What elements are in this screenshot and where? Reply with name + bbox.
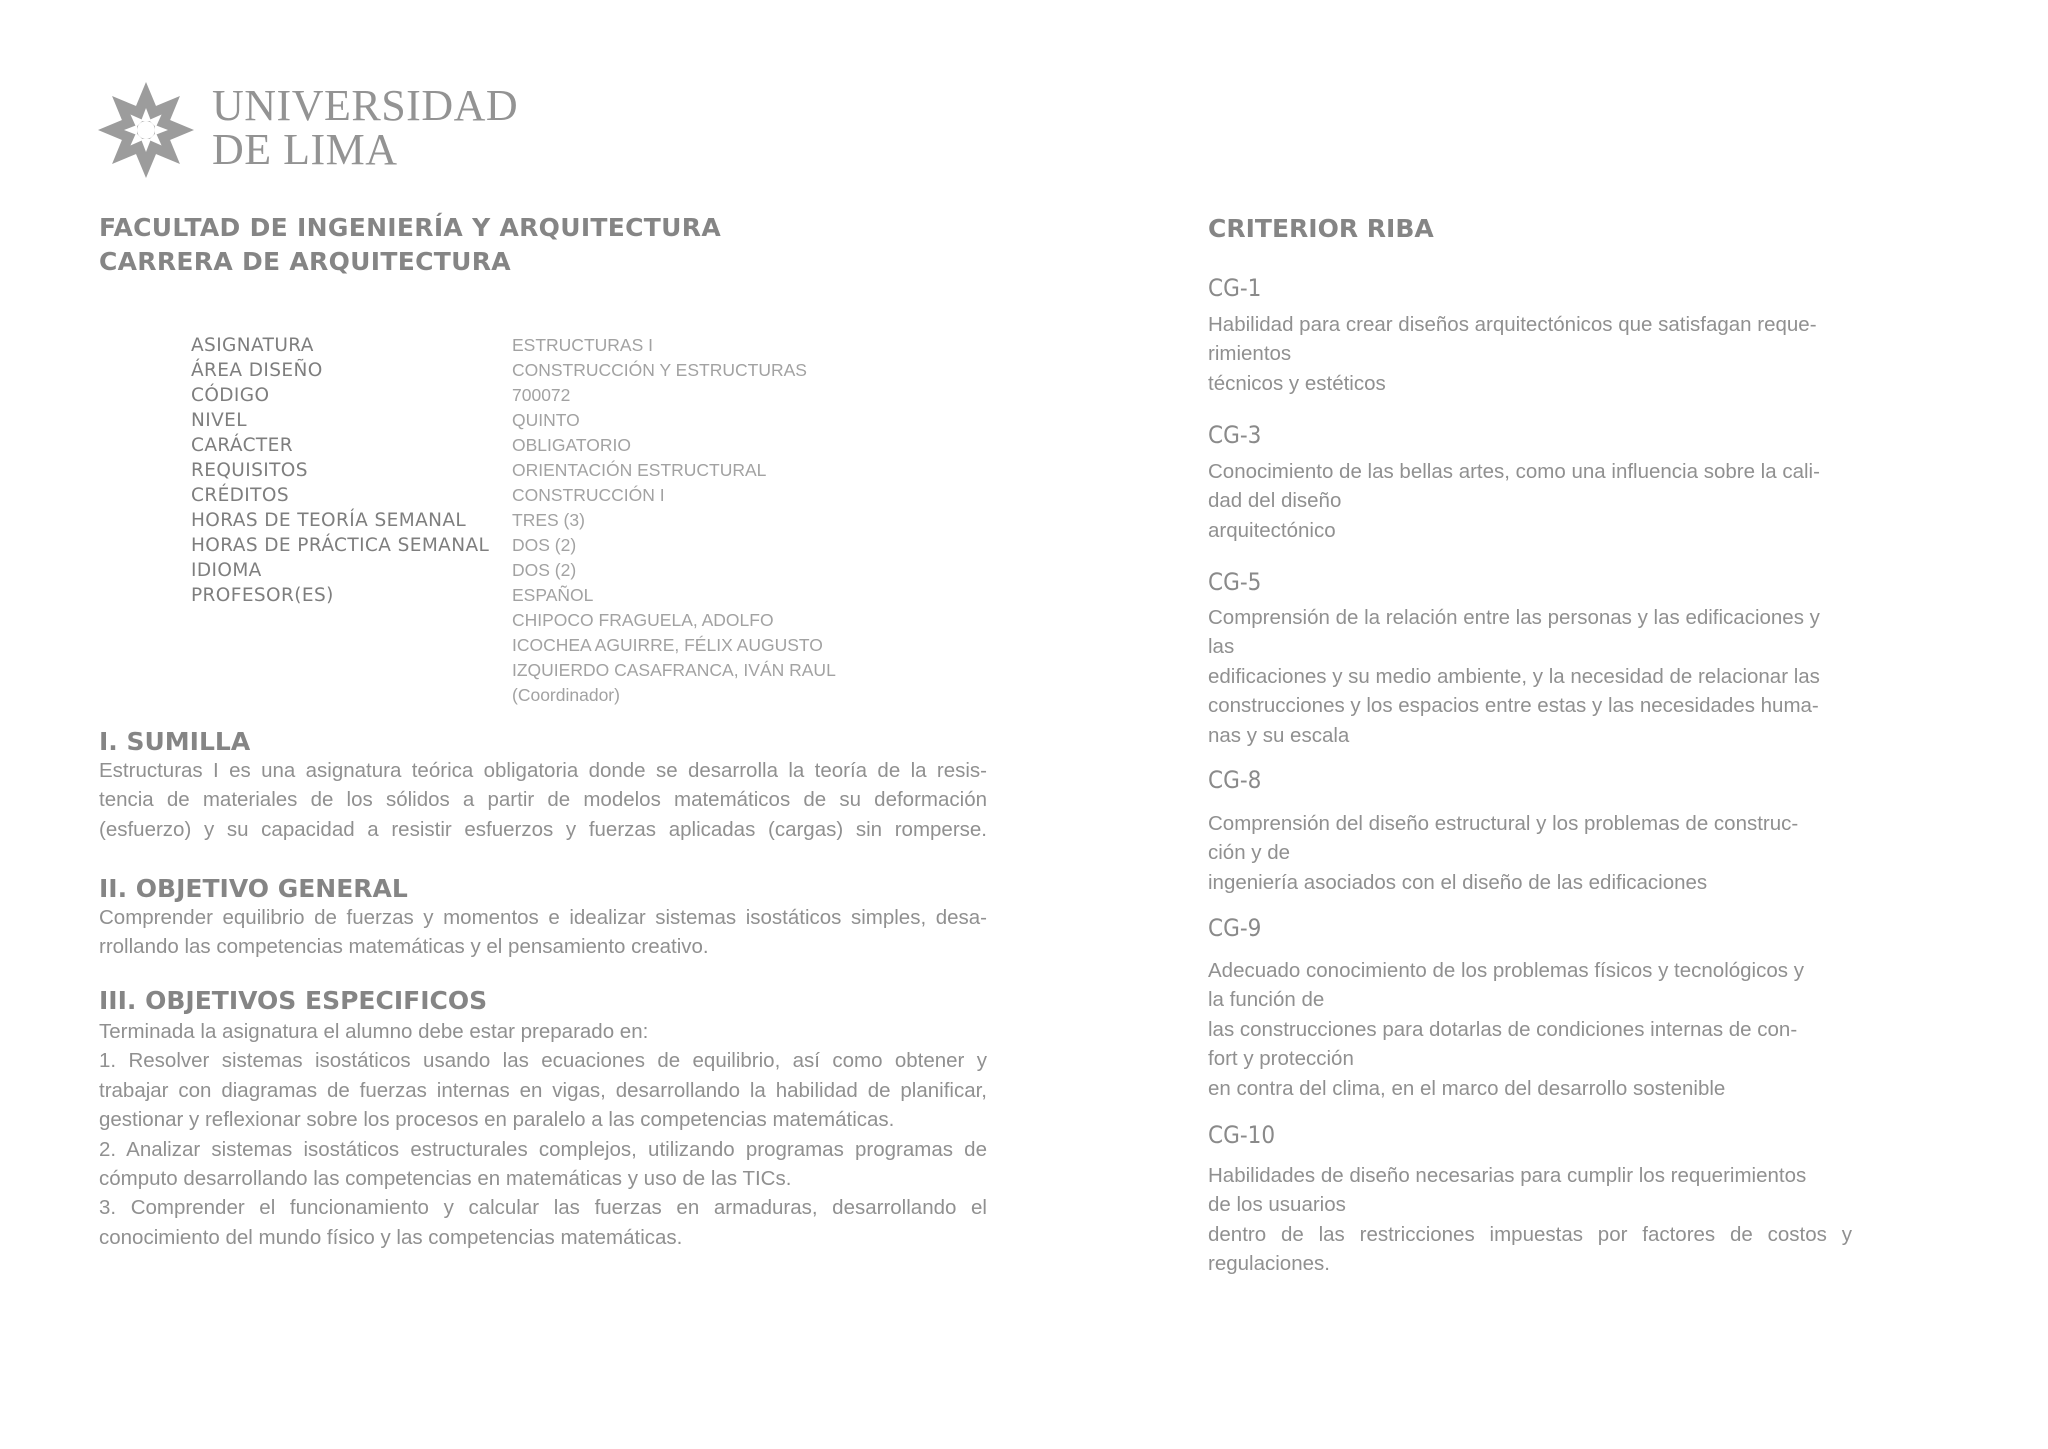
- info-label: ASIGNATURA: [191, 335, 314, 356]
- text-line: las construcciones para dotarlas de condiciones internas de con-: [1208, 1017, 1798, 1041]
- text-line: tencia de materiales de los sólidos a partir de modelos matemáticos de su deformación: [99, 788, 987, 812]
- info-value: 700072: [512, 385, 571, 405]
- text-line: edificaciones y su medio ambiente, y la necesidad de relacionar las: [1208, 664, 1820, 688]
- course-info-labels: [191, 333, 489, 608]
- info-label: HORAS DE PRÁCTICA SEMANAL: [191, 535, 490, 556]
- objetivos-especificos-heading: III. OBJETIVOS ESPECIFICOS: [99, 986, 488, 1015]
- faculty-heading: [99, 211, 721, 279]
- university-name-line1: UNIVERSIDAD: [212, 81, 519, 130]
- criterion-code: CG-5: [1208, 568, 1262, 596]
- text-line: las: [1208, 635, 1235, 659]
- star-flower-icon: [96, 80, 196, 180]
- text-line: nas y su escala: [1208, 723, 1350, 747]
- text-line: 3. Comprender el funcionamiento y calcular las fuerzas en armaduras, desarrollando el: [99, 1196, 987, 1220]
- info-value: CONSTRUCCIÓN Y ESTRUCTURAS: [512, 360, 807, 380]
- info-value: OBLIGATORIO: [512, 435, 631, 455]
- criterion-text: [1208, 956, 1852, 1103]
- text-line: trabajar con diagramas de fuerzas internas en vigas, desarrollando la habilidad de planificar,: [99, 1078, 987, 1102]
- info-label: REQUISITOS: [191, 460, 308, 481]
- text-line: (esfuerzo) y su capacidad a resistir esfuerzos y fuerzas aplicadas (cargas) sin romperse.: [99, 817, 987, 841]
- objetivo-general-text: [99, 903, 987, 962]
- text-line: Habilidades de diseño necesarias para cumplir los requerimientos: [1208, 1164, 1807, 1187]
- info-value: ESPAÑOL: [512, 585, 594, 605]
- info-label: PROFESOR(ES): [191, 585, 334, 606]
- criterion-code: CG-8: [1208, 766, 1262, 794]
- university-logo: [96, 80, 556, 180]
- criterion-code: CG-10: [1208, 1121, 1276, 1149]
- criterion-code: CG-3: [1208, 421, 1262, 449]
- text-line: técnicos y estéticos: [1208, 371, 1386, 395]
- text-line: Adecuado conocimiento de los problemas físicos y tecnológicos y: [1208, 959, 1804, 982]
- sumilla-text: [99, 756, 987, 844]
- university-name-line2: DE LIMA: [212, 125, 398, 174]
- info-label: NIVEL: [191, 410, 247, 431]
- objetivo-general-heading: II. OBJETIVO GENERAL: [99, 874, 408, 903]
- info-value: IZQUIERDO CASAFRANCA, IVÁN RAUL: [512, 660, 836, 680]
- criterion-text: [1208, 1161, 1852, 1279]
- info-value: QUINTO: [512, 410, 580, 430]
- text-line: rimientos: [1208, 342, 1292, 366]
- criterion-text: [1208, 809, 1852, 897]
- text-line: de los usuarios: [1208, 1193, 1346, 1217]
- text-line: ingeniería asociados con el diseño de las edificaciones: [1208, 870, 1708, 894]
- info-value: CHIPOCO FRAGUELA, ADOLFO: [512, 610, 774, 630]
- text-line: dad del diseño: [1208, 489, 1342, 513]
- text-line: cómputo desarrollando las competencias en matemáticas y uso de las TICs.: [99, 1167, 792, 1191]
- info-label: ÁREA DISEÑO: [191, 360, 323, 381]
- text-line: gestionar y reflexionar sobre los procesos en paralelo a las competencias matemáticas.: [99, 1108, 895, 1132]
- text-line: Habilidad para crear diseños arquitectónicos que satisfagan reque-: [1208, 313, 1817, 336]
- text-line: en contra del clima, en el marco del desarrollo sostenible: [1208, 1076, 1726, 1100]
- riba-title: CRITERIOR RIBA: [1208, 214, 1434, 243]
- text-line: 2. Analizar sistemas isostáticos estructurales complejos, utilizando programas programas de: [99, 1137, 987, 1161]
- sumilla-heading: I. SUMILLA: [99, 727, 251, 756]
- criterion-text: [1208, 603, 1852, 750]
- text-line: 1. Resolver sistemas isostáticos usando las ecuaciones de equilibrio, así como obtener y: [99, 1049, 987, 1073]
- info-value: ICOCHEA AGUIRRE, FÉLIX AUGUSTO: [512, 635, 823, 655]
- text-line: Terminada la asignatura el alumno debe estar preparado en:: [99, 1020, 649, 1043]
- university-name: [212, 81, 519, 174]
- text-line: Comprender equilibrio de fuerzas y momentos e idealizar sistemas isostáticos simples, desa-: [99, 906, 987, 929]
- info-value: DOS (2): [512, 560, 577, 580]
- criterion-code: CG-1: [1208, 274, 1262, 302]
- text-line: regulaciones.: [1208, 1252, 1330, 1276]
- criterion-text: [1208, 310, 1852, 398]
- faculty-name: FACULTAD DE INGENIERÍA Y ARQUITECTURA: [99, 213, 721, 242]
- text-line: conocimiento del mundo físico y las competencias matemáticas.: [99, 1225, 683, 1249]
- text-line: arquitectónico: [1208, 518, 1336, 542]
- info-label: IDIOMA: [191, 560, 262, 581]
- info-label: CÓDIGO: [191, 385, 270, 406]
- objetivos-especificos-text: [99, 1017, 987, 1252]
- text-line: fort y protección: [1208, 1047, 1354, 1071]
- text-line: Estructuras I es una asignatura teórica obligatoria donde se desarrolla la teoría de la resis-: [99, 759, 987, 782]
- text-line: Comprensión del diseño estructural y los problemas de construc-: [1208, 812, 1799, 835]
- info-label: CRÉDITOS: [191, 485, 289, 506]
- info-value: (Coordinador): [512, 685, 620, 705]
- criterion-text: [1208, 457, 1852, 545]
- criterion-code: CG-9: [1208, 914, 1262, 942]
- text-line: dentro de las restricciones impuestas por factores de costos y: [1208, 1222, 1852, 1246]
- text-line: Comprensión de la relación entre las personas y las edificaciones y: [1208, 606, 1820, 629]
- info-value: CONSTRUCCIÓN I: [512, 485, 665, 505]
- course-info-values: [512, 333, 836, 708]
- info-value: DOS (2): [512, 535, 577, 555]
- text-line: ción y de: [1208, 841, 1291, 865]
- career-name: CARRERA DE ARQUITECTURA: [99, 247, 511, 276]
- text-line: Conocimiento de las bellas artes, como una influencia sobre la cali-: [1208, 460, 1820, 483]
- info-value: ORIENTACIÓN ESTRUCTURAL: [512, 460, 767, 480]
- info-label: CARÁCTER: [191, 435, 293, 456]
- text-line: la función de: [1208, 988, 1325, 1012]
- text-line: construcciones y los espacios entre estas y las necesidades huma-: [1208, 694, 1819, 718]
- info-value: TRES (3): [512, 510, 585, 530]
- info-label: HORAS DE TEORÍA SEMANAL: [191, 510, 467, 531]
- info-value: ESTRUCTURAS I: [512, 335, 653, 355]
- text-line: rrollando las competencias matemáticas y el pensamiento creativo.: [99, 935, 709, 959]
